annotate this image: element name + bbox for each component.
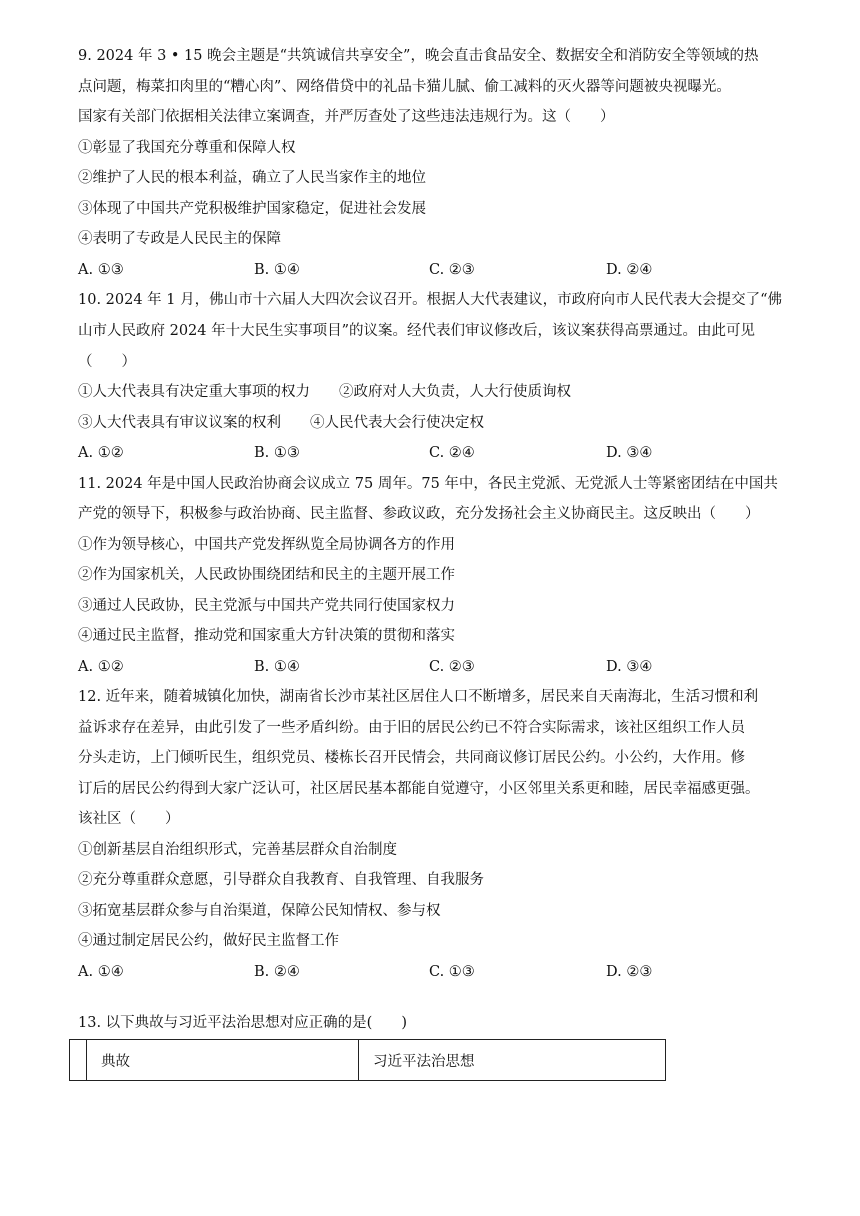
q10-stem-line: 山市人民政府 2024 年十大民生实事项目”的议案。经代表们审议修改后，该议案获得高票通过。由此可见 [78,323,756,339]
table-header-cell-allusion: 典故 [87,1040,359,1081]
q13-table [69,1039,666,1081]
q12-stem-line: 订后的居民公约得到大家广泛认可，社区居民基本都能自觉遵守，小区邻里关系更和睦，居民幸福感更强。 [78,781,760,797]
q11-item: ④通过民主监督，推动党和国家重大方针决策的贯彻和落实 [78,628,455,644]
q9-item: ①彰显了我国充分尊重和保障人权 [78,140,296,156]
q10-stem-line: 10. 2024 年 1 月，佛山市十六届人大四次会议召开。根据人大代表建议，市政府向市人民代表大会提交了“佛 [78,292,783,308]
q11-options [78,657,778,677]
q9-option-c: C. ②③ [429,262,475,278]
q11-option-a: A. ①② [78,659,124,675]
q12-options [78,962,778,982]
q12-stem-line: 分头走访，上门倾听民生，组织党员、楼栋长召开民情会，共同商议修订居民公约。小公约，大作用。修 [78,750,745,766]
q11-stem-line: 产党的领导下，积极参与政治协商、民主监督、参政议政，充分发扬社会主义协商民主。这反映出（ ） [78,506,760,522]
q11-stem-line: 11. 2024 年是中国人民政治协商会议成立 75 周年。75 年中，各民主党派、无党派人士等紧密团结在中国共 [78,476,778,492]
q10-options [78,443,778,463]
q10-option-a: A. ①② [78,445,124,461]
q9-option-b: B. ①④ [254,262,300,278]
q12-option-a: A. ①④ [78,964,124,980]
q12-stem-line: 益诉求存在差异，由此引发了一些矛盾纠纷。由于旧的居民公约已不符合实际需求，该社区组织工作人员 [78,720,745,736]
q11-item: ②作为国家机关，人民政协围绕团结和民主的主题开展工作 [78,567,455,583]
q9-stem-line: 9. 2024 年 3 • 15 晚会主题是“共筑诚信共享安全”，晚会直击食品安全、数据安全和消防安全等领域的热 [78,48,759,64]
q11-option-b: B. ①④ [254,659,300,675]
q12-option-b: B. ②④ [254,964,300,980]
q10-option-c: C. ②④ [429,445,475,461]
q10-item: ①人大代表具有决定重大事项的权力 ②政府对人大负责，人大行使质询权 [78,384,571,400]
q9-option-d: D. ②④ [606,262,653,278]
q12-option-d: D. ②③ [606,964,653,980]
table-header-cell-thought: 习近平法治思想 [359,1040,666,1081]
q10-option-d: D. ③④ [606,445,653,461]
q11-option-d: D. ③④ [606,659,653,675]
q12-stem-line: 该社区（ ） [78,811,180,827]
q12-item: ②充分尊重群众意愿，引导群众自我教育、自我管理、自我服务 [78,872,484,888]
q11-option-c: C. ②③ [429,659,475,675]
q9-options [78,260,778,280]
q9-item: ④表明了专政是人民民主的保障 [78,231,281,247]
table-header-row [70,1040,666,1081]
q9-option-a: A. ①③ [78,262,124,278]
q9-stem-line: 国家有关部门依据相关法律立案调查，并严厉查处了这些违法违规行为。这（ ） [78,109,615,125]
table-header-cell-index [70,1040,87,1081]
q11-item: ③通过人民政协，民主党派与中国共产党共同行使国家权力 [78,598,455,614]
q12-item: ①创新基层自治组织形式，完善基层群众自治制度 [78,842,397,858]
q9-item: ②维护了人民的根本利益，确立了人民当家作主的地位 [78,170,426,186]
q12-item: ④通过制定居民公约，做好民主监督工作 [78,933,339,949]
q12-option-c: C. ①③ [429,964,475,980]
q11-item: ①作为领导核心，中国共产党发挥纵览全局协调各方的作用 [78,537,455,553]
q10-option-b: B. ①③ [254,445,300,461]
q10-item: ③人大代表具有审议议案的权利 ④人民代表大会行使决定权 [78,415,484,431]
q10-stem-line: （ ） [78,354,136,370]
q13-stem: 13. 以下典故与习近平法治思想对应正确的是( ) [78,1015,407,1031]
q12-item: ③拓宽基层群众参与自治渠道，保障公民知情权、参与权 [78,903,441,919]
q12-stem-line: 12. 近年来，随着城镇化加快，湖南省长沙市某社区居住人口不断增多，居民来自天南海北，生活习惯和利 [78,689,759,705]
q9-item: ③体现了中国共产党积极维护国家稳定，促进社会发展 [78,201,426,217]
q9-stem-line: 点问题，梅菜扣肉里的“糟心肉”、网络借贷中的礼品卡猫儿腻、偷工减料的灭火器等问题被央视曝光。 [78,79,731,95]
